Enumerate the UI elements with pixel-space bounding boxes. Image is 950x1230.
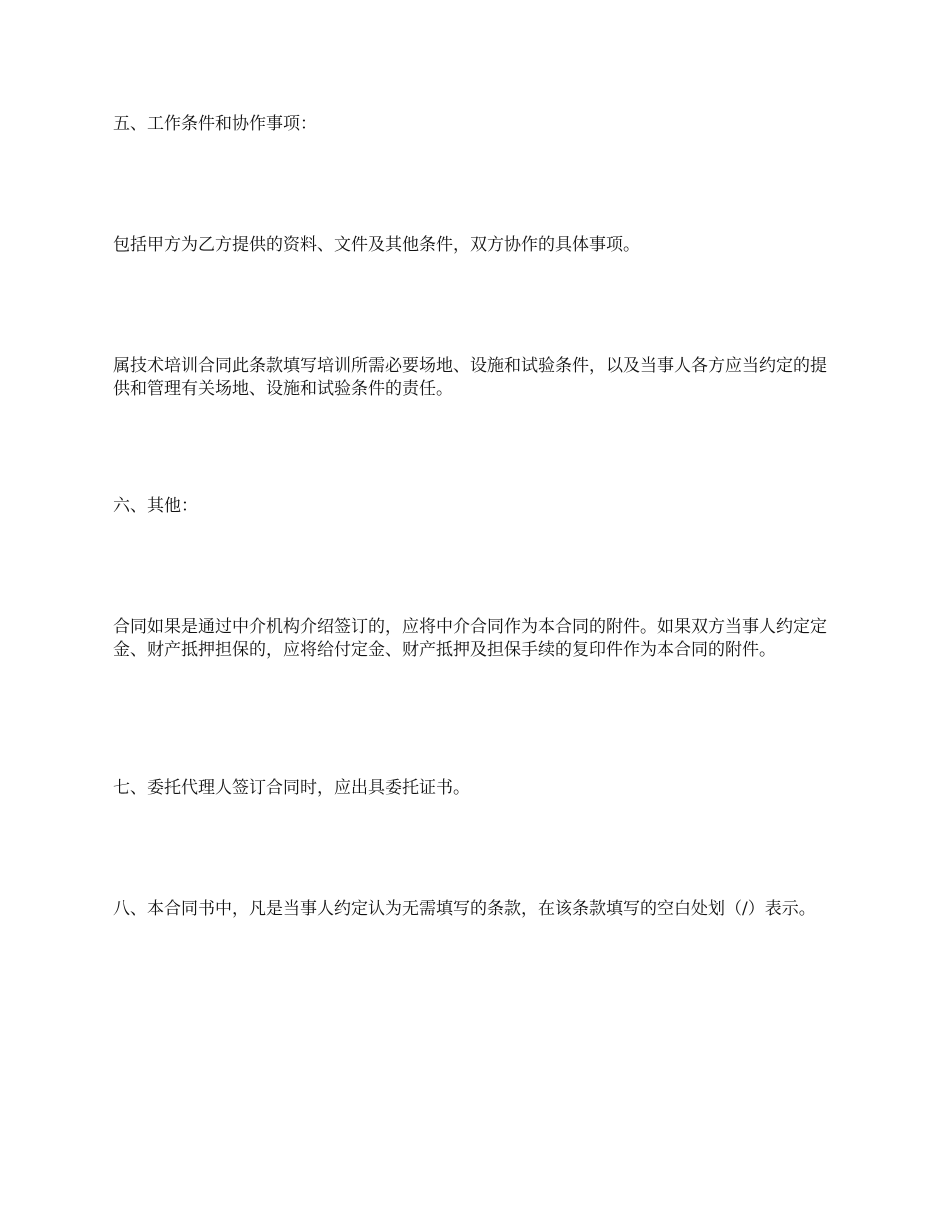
section-blank-clauses: 八、本合同书中，凡是当事人约定认为无需填写的条款，在该条款填写的空白处划（/）表示。: [113, 899, 816, 919]
section-heading-other: 六、其他：: [113, 496, 198, 516]
paragraph-intermediary-contract: 合同如果是通过中介机构介绍签订的，应将中介合同作为本合同的附件。如果双方当事人约定定金、财产抵押担保的，应将给付定金、财产抵押及担保手续的复印件作为本合同的附件。: [113, 617, 827, 660]
section-heading-work-conditions: 五、工作条件和协作事项：: [113, 114, 317, 134]
paragraph-training-conditions: 属技术培训合同此条款填写培训所需必要场地、设施和试验条件，以及当事人各方应当约定的提供和管理有关场地、设施和试验条件的责任。: [113, 356, 827, 399]
section-agent-authorization: 七、委托代理人签订合同时，应出具委托证书。: [113, 778, 470, 798]
paragraph-materials-provision: 包括甲方为乙方提供的资料、文件及其他条件，双方协作的具体事项。: [113, 235, 640, 255]
